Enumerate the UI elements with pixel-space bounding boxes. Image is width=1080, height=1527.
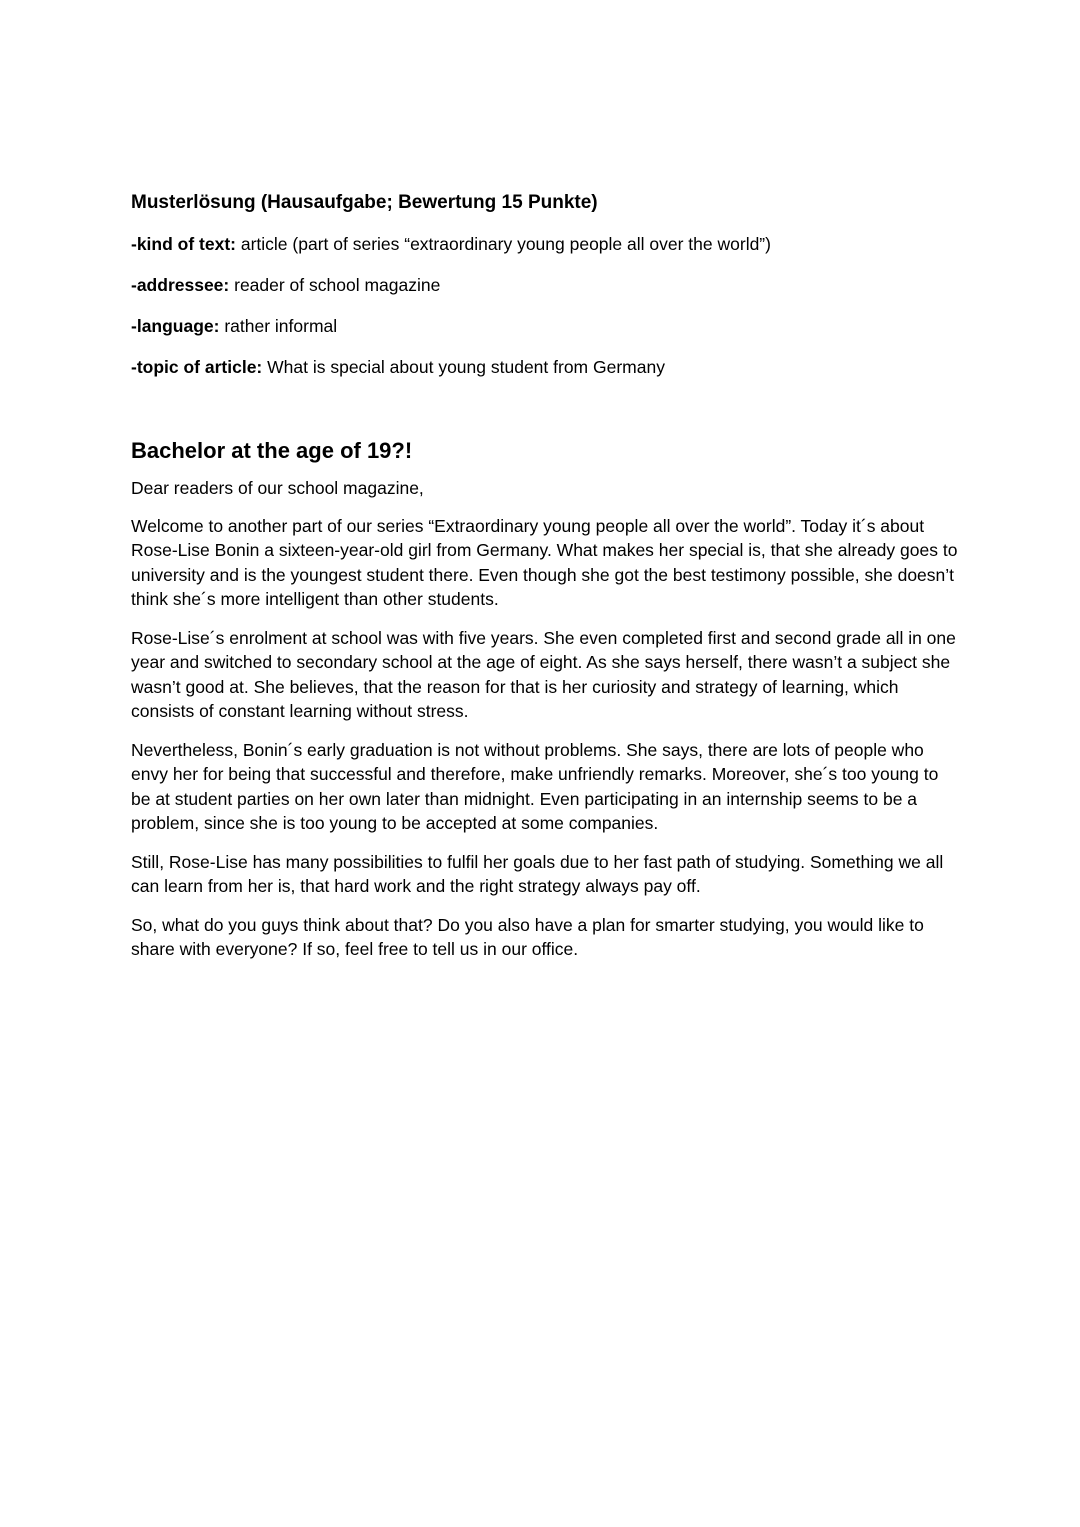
article-paragraph-4: Still, Rose-Lise has many possibilities to fulfil her goals due to her fast path of studying. Something we all can learn from her is, that hard work and the right strategy always pay off.	[131, 851, 944, 896]
topic-line	[131, 352, 961, 382]
solution-heading: Musterlösung (Hausaufgabe; Bewertung 15 Punkte)	[131, 192, 598, 213]
language-line	[131, 311, 961, 341]
article-paragraph-3: Nevertheless, Bonin´s early graduation is not without problems. She says, there are lots of people who envy her for being that successful and therefore, make unfriendly remarks. Moreover, she´s too young to be at student parties on her own later than midnight. Even participating in an internship seems to be a problem, since she is too young to be accepted at some companies.	[131, 739, 939, 833]
article-greeting: Dear readers of our school magazine,	[131, 478, 424, 498]
language-key: -language:	[131, 316, 220, 336]
language-value: rather informal	[219, 316, 338, 336]
addressee-line	[131, 270, 961, 300]
addressee-value: reader of school magazine	[229, 275, 441, 295]
kind-of-text-line	[131, 229, 961, 259]
kind-of-text-key: -kind of text:	[131, 234, 236, 254]
article-title: Bachelor at the age of 19?!	[131, 438, 413, 463]
article-paragraph-1: Welcome to another part of our series “Extraordinary young people all over the world”. Today it´s about Rose-Lise Bonin a sixteen-year-old girl from Germany. What makes her special is, that she already goes to university and is the youngest student there. Even though she got the best testimony possible, she doesn’t think she´s more intelligent than other students.	[131, 515, 958, 609]
addressee-key: -addressee:	[131, 275, 230, 295]
kind-of-text-value: article (part of series “extraordinary young people all over the world”)	[236, 234, 771, 254]
topic-key: -topic of article:	[131, 357, 263, 377]
document-page	[131, 188, 961, 976]
topic-value: What is special about young student from Germany	[262, 357, 665, 377]
article-paragraph-2: Rose-Lise´s enrolment at school was with five years. She even completed first and second grade all in one year and switched to secondary school at the age of eight. As she says herself, there wasn’t a subject she wasn’t good at. She believes, that the reason for that is her curiosity and strategy of learning, which consists of constant learning without stress.	[131, 627, 956, 721]
article-paragraph-5: So, what do you guys think about that? Do you also have a plan for smarter studying, you would like to share with everyone? If so, feel free to tell us in our office.	[131, 914, 924, 959]
